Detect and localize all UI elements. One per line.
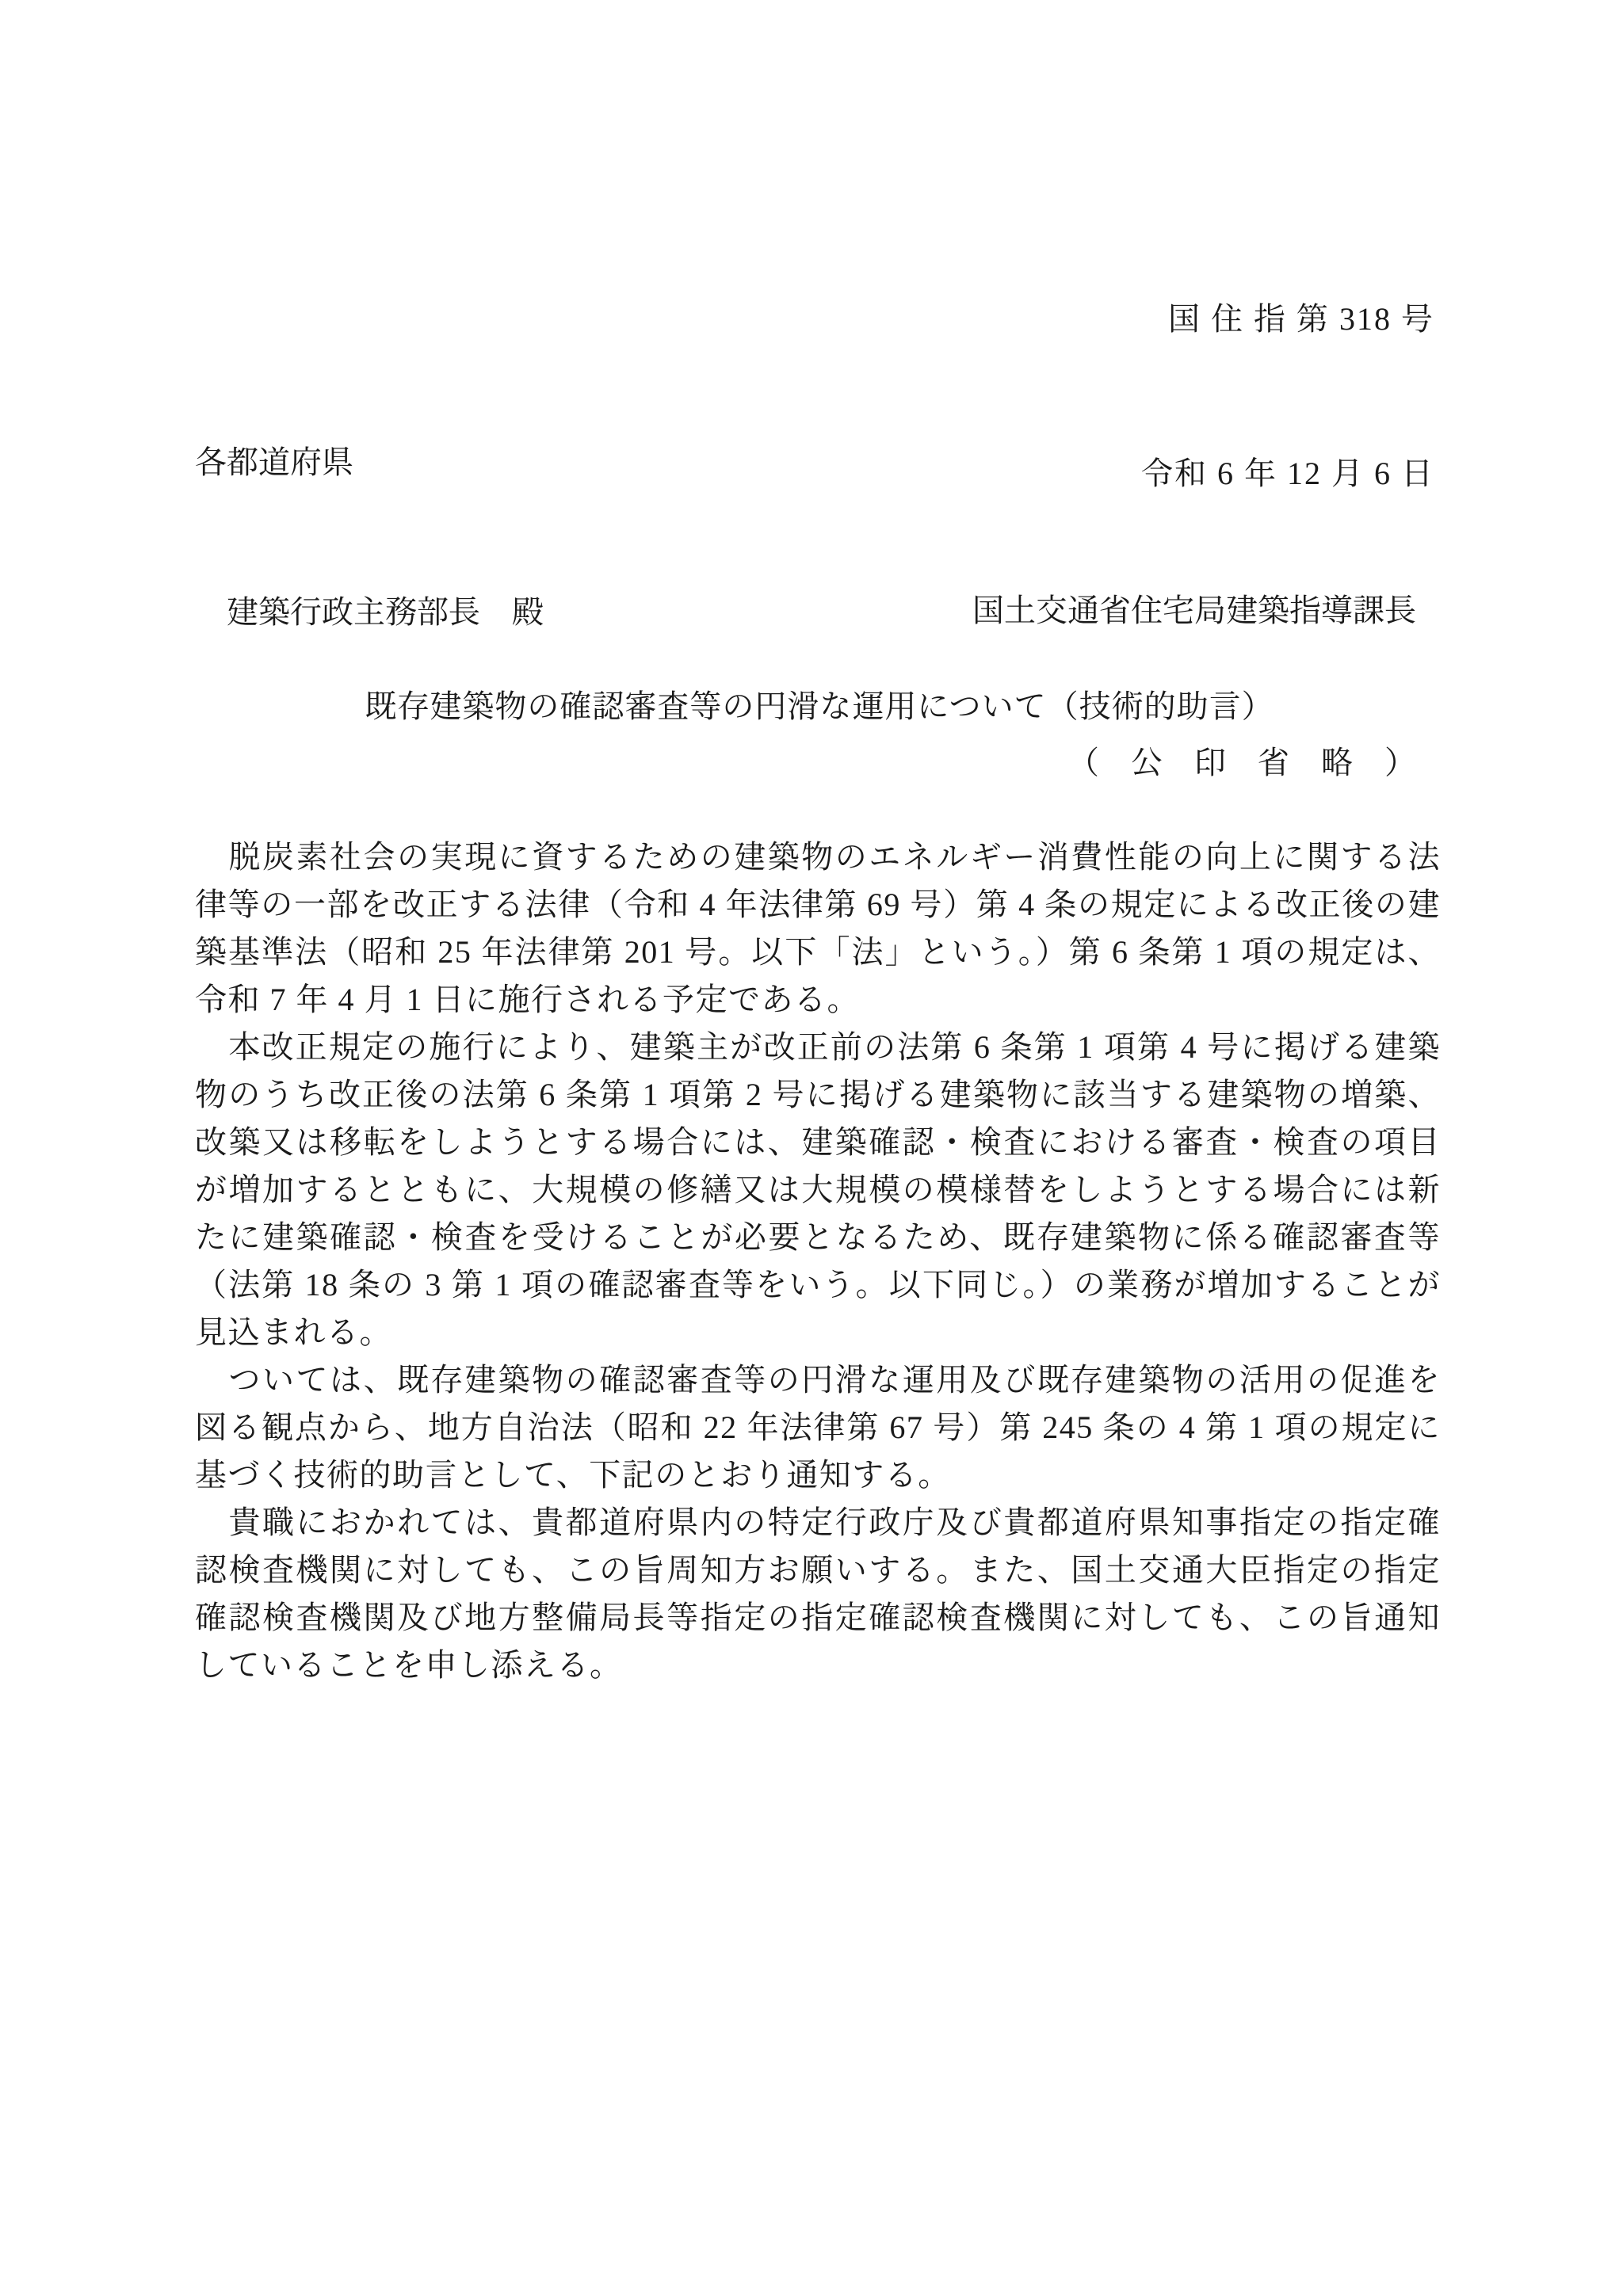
document-title: 既存建築物の確認審査等の円滑な運用について（技術的助言） bbox=[365, 688, 1274, 724]
addressee-line-recipient: 建築行政主務部長 殿 bbox=[195, 594, 544, 630]
sender-seal-note: （ 公 印 省 略 ） bbox=[1067, 745, 1416, 780]
body-paragraph-4: 貴職におかれては、貴都道府県内の特定行政庁及び貴都道府県知事指定の指定確認検査機関に対しても、この旨周知方お願いする。また、国土交通大臣指定の指定確認検査機関及び地方整備局長等指定の指定確認検査機関に対しても、この旨通知していることを申し添える。 bbox=[195, 1505, 1441, 1683]
body-paragraph-3: ついては、既存建築物の確認審査等の円滑な運用及び既存建築物の活用の促進を図る観点から、地方自治法（昭和 22 年法律第 67 号）第 245 条の 4 第 1 項の規定に基づく技術的助言として、下記のとおり通知する。 bbox=[195, 1362, 1441, 1493]
addressee-line-prefecture: 各都道府県 bbox=[195, 444, 353, 480]
doc-number: 国 住 指 第 318 号 bbox=[1168, 301, 1434, 337]
body-paragraph-2: 本改正規定の施行により、建築主が改正前の法第 6 条第 1 項第 4 号に掲げる建築物のうち改正後の法第 6 条第 1 項第 2 号に掲げる建築物に該当する建築物の増築、改築又は移転をしようとする場合には、建築確認・検査における審査・検査の項目が増加するとともに、大規模の修繕又は大規模の模様替をしようとする場合には新たに建築確認・検査を受けることが必要となるため、既存建築物に係る確認審査等（法第 18 条の 3 第 1 項の確認審査等をいう。以下同じ。）の業務が増加することが見込まれる。 bbox=[195, 1029, 1441, 1350]
sender-name: 国土交通省住宅局建築指導課長 bbox=[972, 593, 1416, 628]
doc-date: 令和 6 年 12 月 6 日 bbox=[1141, 456, 1434, 491]
body-paragraph-1: 脱炭素社会の実現に資するための建築物のエネルギー消費性能の向上に関する法律等の一部を改正する法律（令和 4 年法律第 69 号）第 4 条の規定による改正後の建築基準法（昭和 25 年法律第 201 号。以下「法」という。）第 6 条第 1 項の規定は、令和 7 年 4 月 1 日に施行される予定である。 bbox=[195, 839, 1441, 1017]
document-body bbox=[195, 833, 1441, 1689]
